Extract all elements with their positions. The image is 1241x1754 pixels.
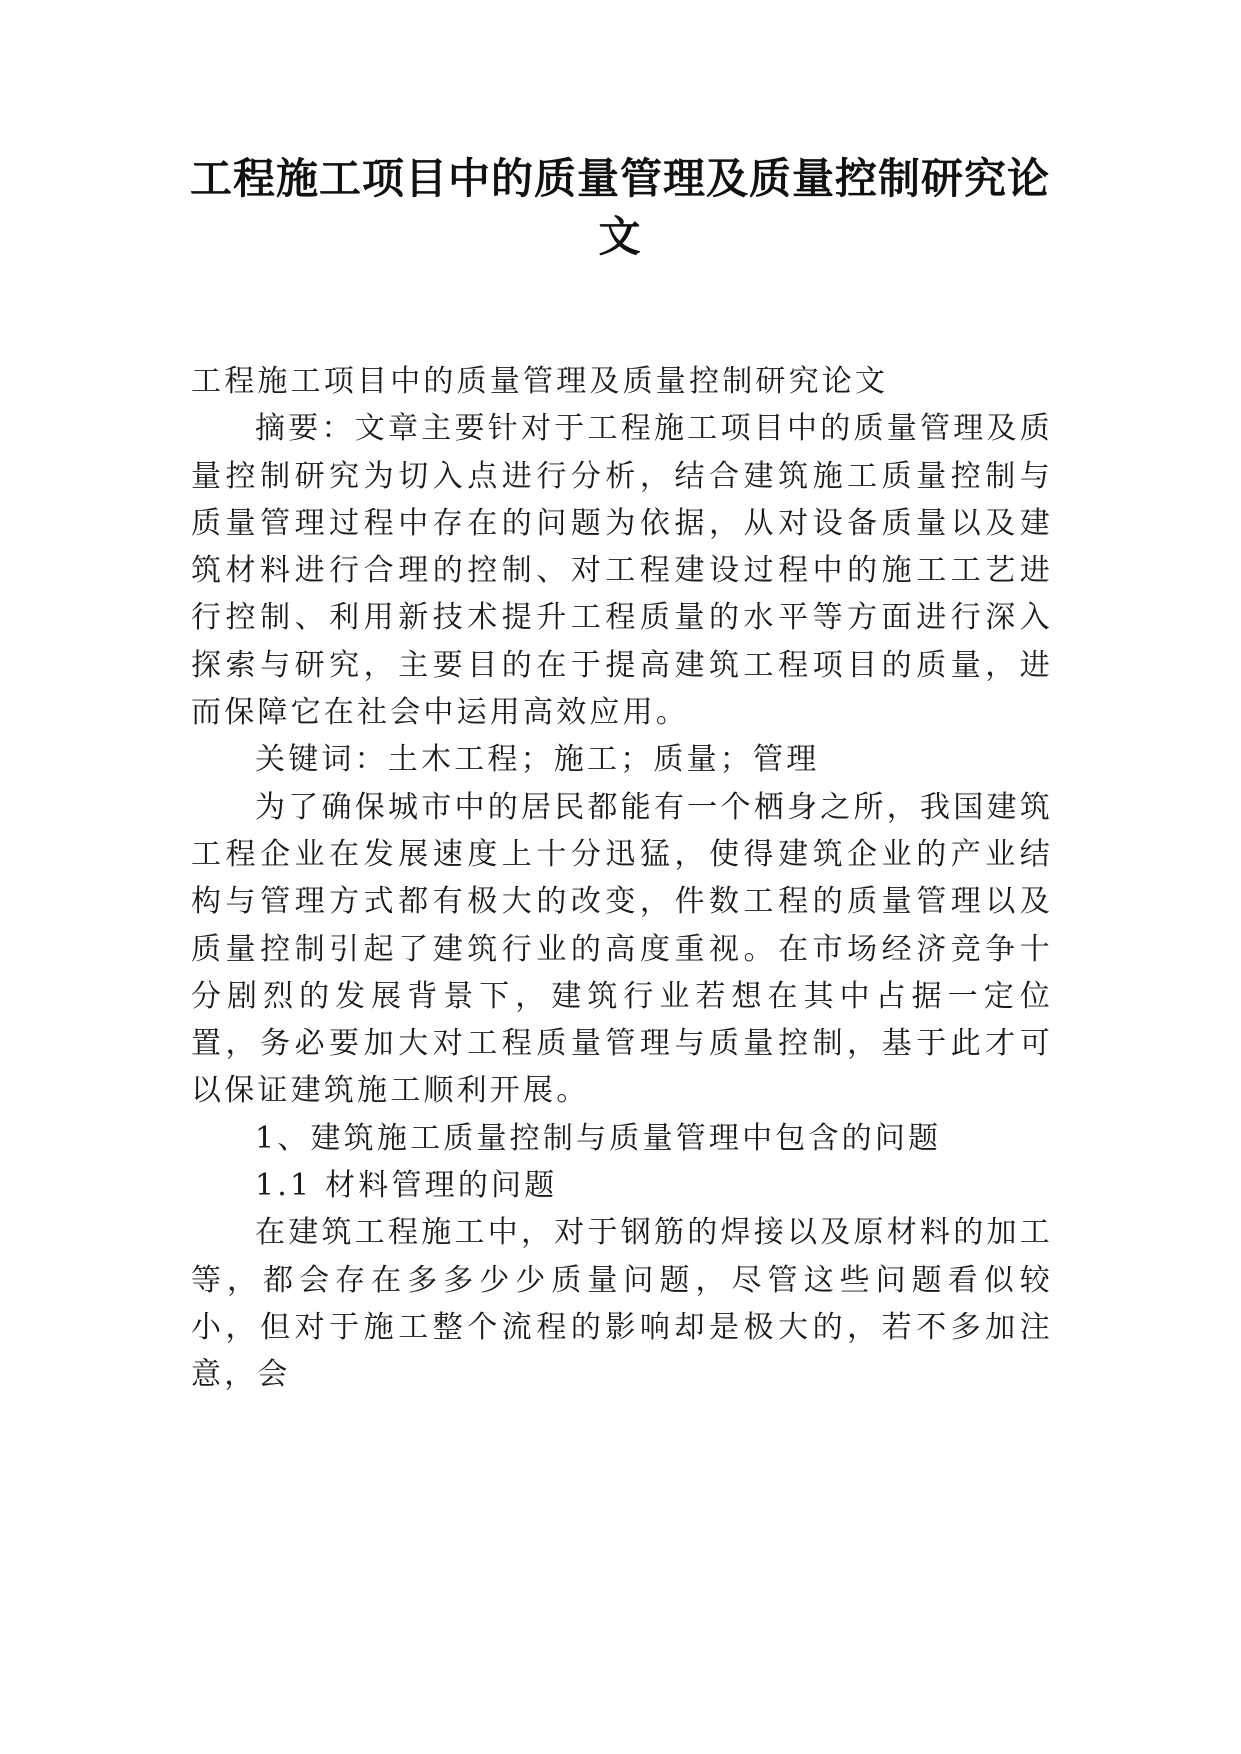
abstract-paragraph: 摘要：文章主要针对于工程施工项目中的质量管理及质量控制研究为切入点进行分析，结合建筑施工质量控制与质量管理过程中存在的问题为依据，从对设备质量以及建筑材料进行合理的控制、对工程建设过程中的施工工艺进行控制、利用新技术提升工程质量的水平等方面进行深入探索与研究，主要目的在于提高建筑工程项目的质量，进而保障它在社会中运用高效应用。 <box>191 411 1053 731</box>
paper-title-line: 工程施工项目中的质量管理及质量控制研究论文 <box>191 364 889 399</box>
document-title: 工程施工项目中的质量管理及质量控制研究论文 <box>189 154 1050 261</box>
document-body <box>191 358 1053 1399</box>
body-paragraph: 在建筑工程施工中，对于钢筋的焊接以及原材料的加工等，都会存在多多少少质量问题，尽管这些问题看似较小，但对于施工整个流程的影响却是极大的，若不多加注意，会 <box>191 1215 1053 1393</box>
keywords-line: 关键词：土木工程；施工；质量；管理 <box>255 742 820 778</box>
subsection-heading-1-1: 1.1 材料管理的问题 <box>255 1168 558 1204</box>
intro-paragraph: 为了确保城市中的居民都能有一个栖身之所，我国建筑工程企业在发展速度上十分迅猛，使得建筑企业的产业结构与管理方式都有极大的改变，件数工程的质量管理以及质量控制引起了建筑行业的高度重视。在市场经济竞争十分剧烈的发展背景下，建筑行业若想在其中占据一定位置，务必要加大对工程质量管理与质量控制，基于此才可以保证建筑施工顺利开展。 <box>191 789 1053 1109</box>
section-heading-1: 1、建筑施工质量控制与质量管理中包含的问题 <box>255 1120 942 1156</box>
